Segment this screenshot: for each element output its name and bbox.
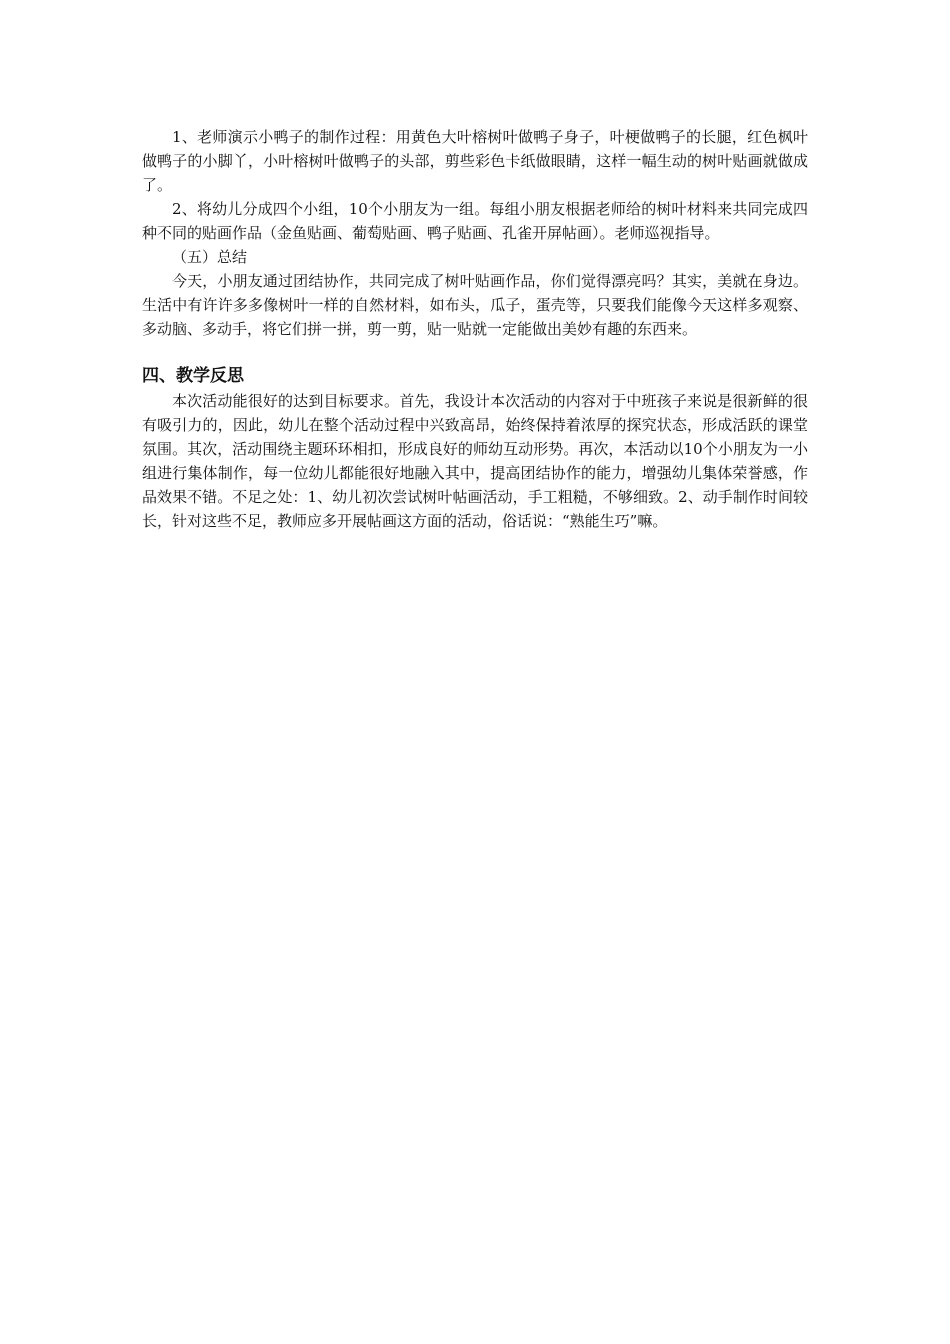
summary-paragraph: 今天，小朋友通过团结协作，共同完成了树叶贴画作品，你们觉得漂亮吗？其实，美就在身边。生活中有许许多多像树叶一样的自然材料，如布头，瓜子，蛋壳等，只要我们能像今天这样多观察、多动脑、多动手，将它们拼一拼，剪一剪，贴一贴就一定能做出美妙有趣的东西来。 bbox=[142, 272, 808, 338]
reflection-paragraph: 本次活动能很好的达到目标要求。首先，我设计本次活动的内容对于中班孩子来说是很新鲜的很有吸引力的，因此，幼儿在整个活动过程中兴致高昂，始终保持着浓厚的探究状态，形成活跃的课堂氛围。其次，活动围绕主题环环相扣，形成良好的师幼互动形势。再次，本活动以10个小朋友为一小组进行集体制作，每一位幼儿都能很好地融入其中，提高团结协作的能力，增强幼儿集体荣誉感，作品效果不错。不足之处：1、幼儿初次尝试树叶帖画活动，手工粗糙，不够细致。2、动手制作时间较长，针对这些不足，教师应多开展帖画这方面的活动，俗话说：“熟能生巧”嘛。 bbox=[142, 392, 808, 530]
step-paragraph-1: 1、老师演示小鸭子的制作过程：用黄色大叶榕树叶做鸭子身子，叶梗做鸭子的长腿，红色枫叶做鸭子的小脚丫，小叶榕树叶做鸭子的头部，剪些彩色卡纸做眼睛，这样一幅生动的树叶贴画就做成了。 bbox=[142, 128, 808, 194]
step-paragraph-2: 2、将幼儿分成四个小组，10个小朋友为一组。每组小朋友根据老师给的树叶材料来共同完成四种不同的贴画作品（金鱼贴画、葡萄贴画、鸭子贴画、孔雀开屏帖画）。老师巡视指导。 bbox=[142, 200, 808, 242]
document-body bbox=[142, 125, 808, 533]
summary-heading: （五）总结 bbox=[172, 248, 248, 266]
reflection-title: 四、教学反思 bbox=[142, 366, 244, 386]
